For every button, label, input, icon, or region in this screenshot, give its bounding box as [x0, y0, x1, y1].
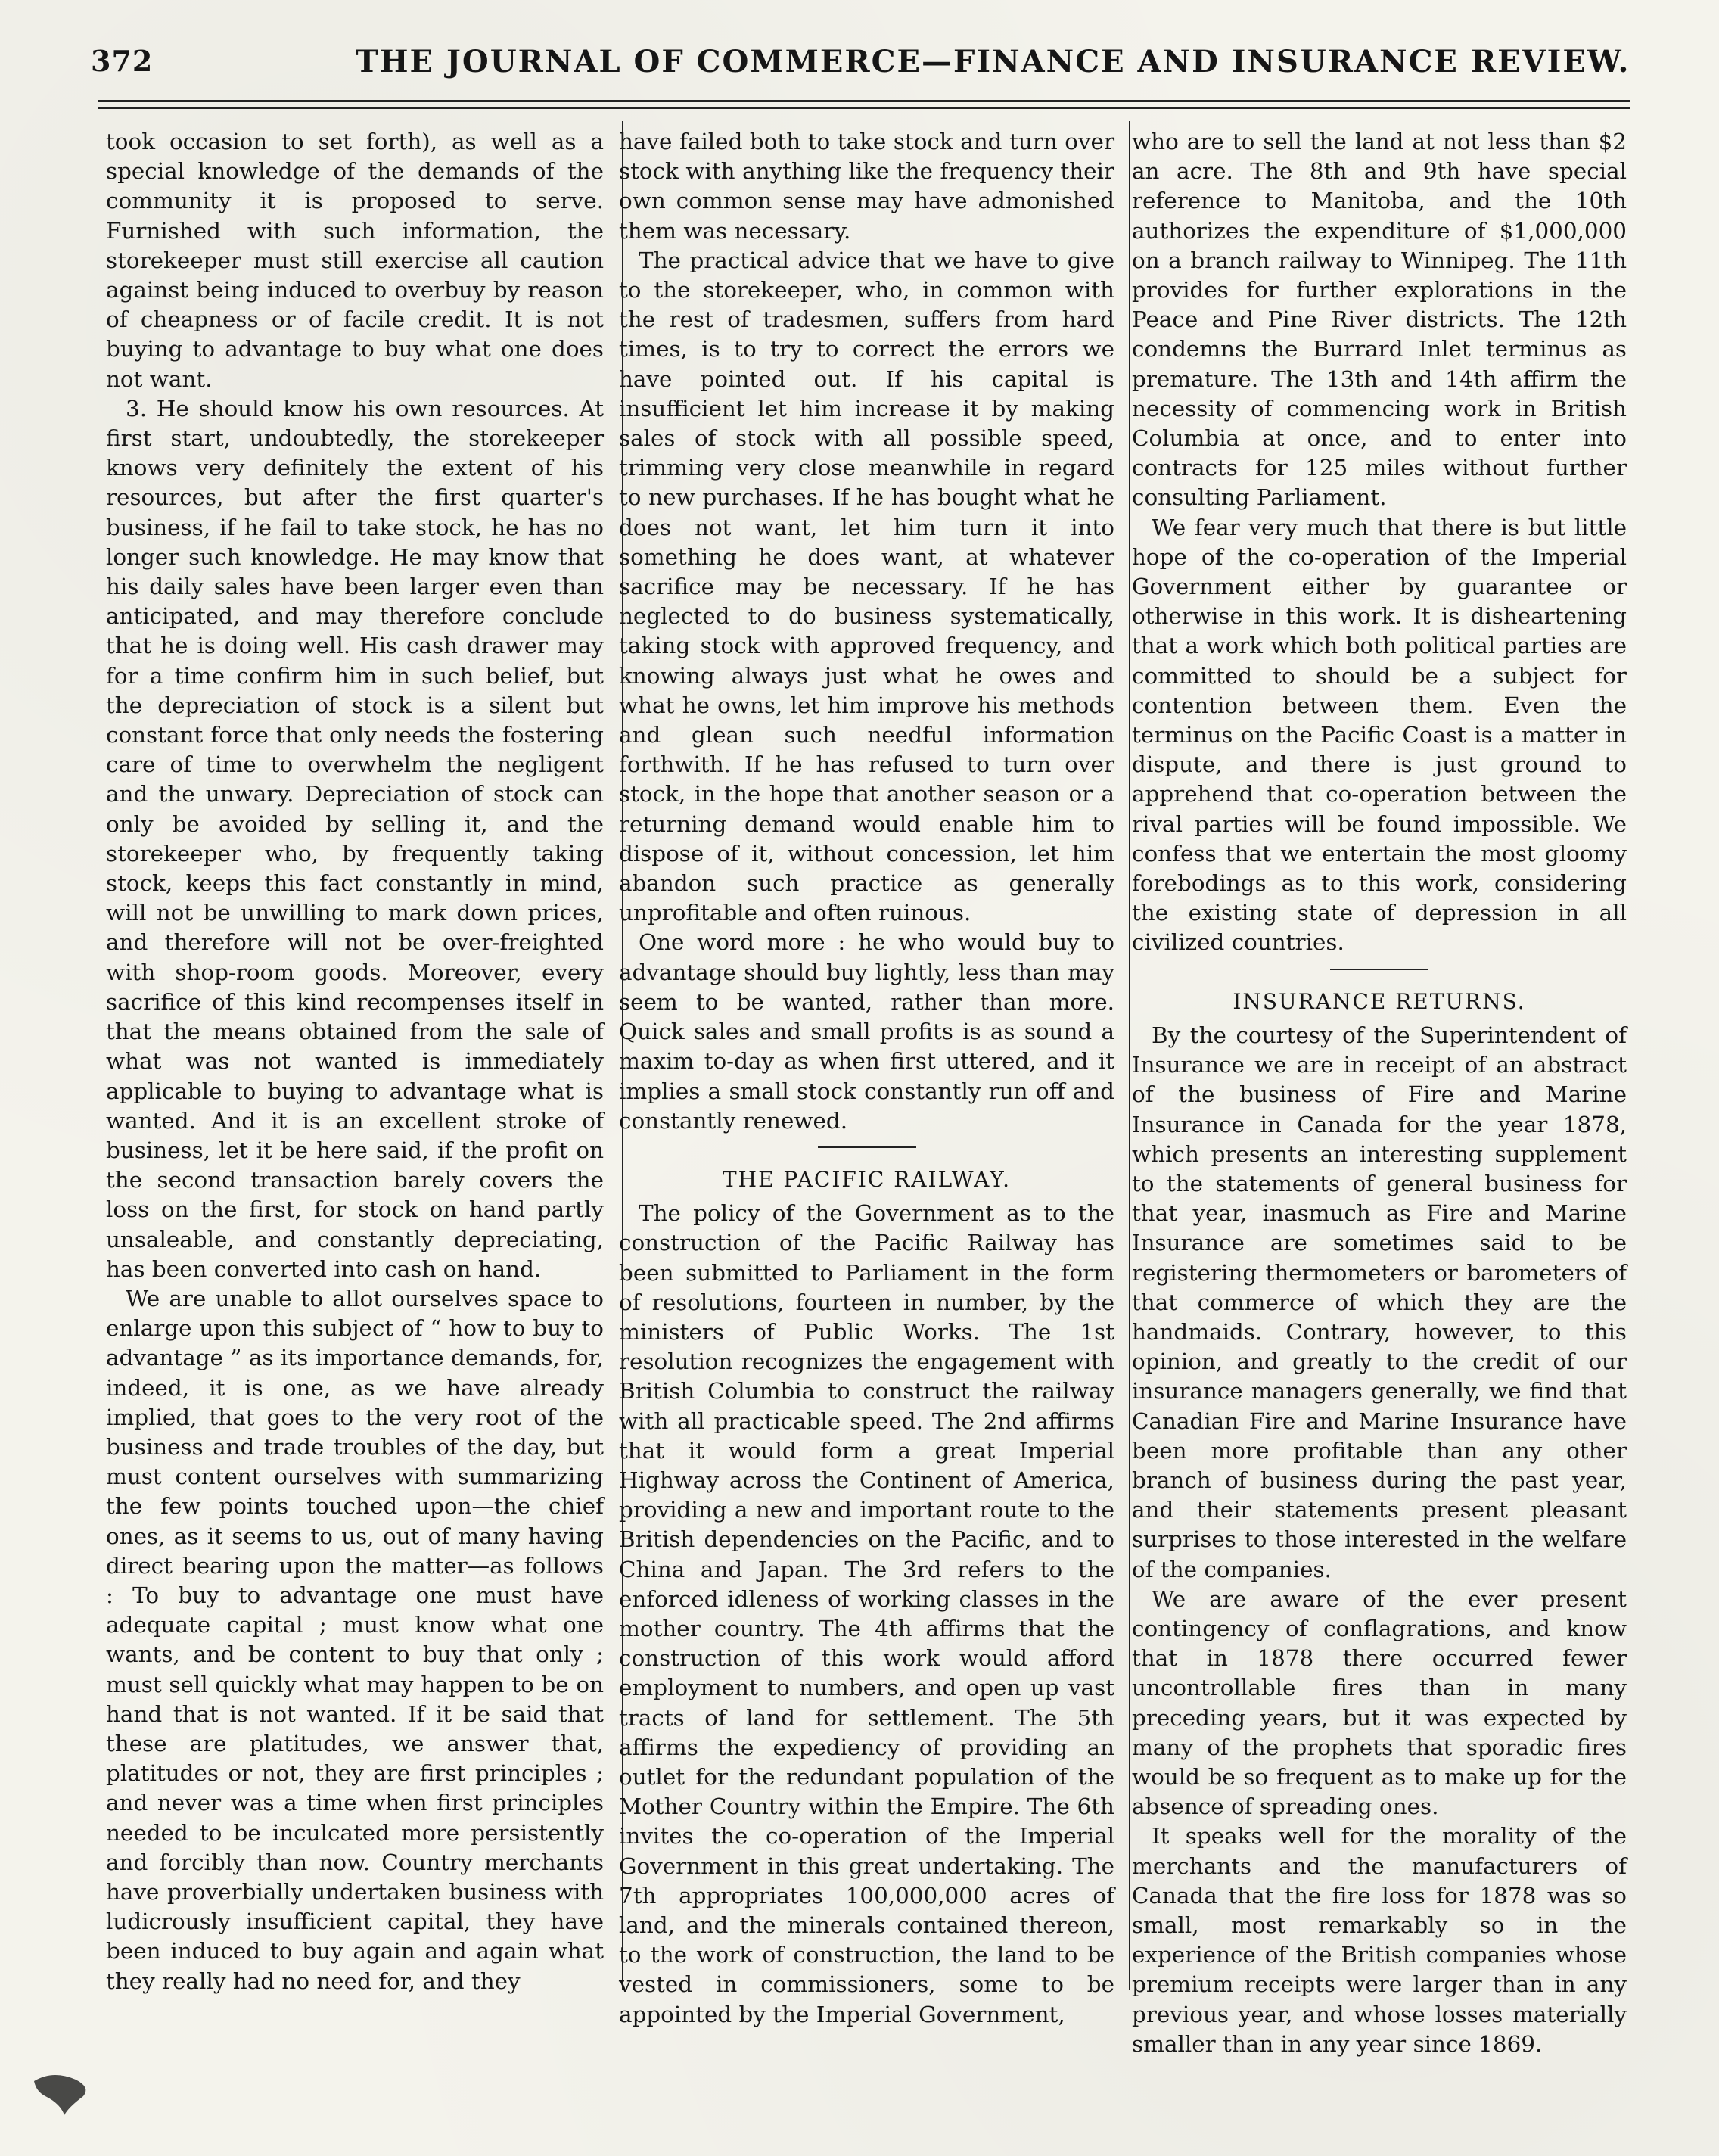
header-rule — [98, 100, 1630, 102]
paragraph: One word more : he who would buy to advantage should buy lightly, less than may seem to be wanted, rather than more. Quick sales and small profits is as sound a maxim to-day as when first uttered, and it implies a small stock constantly run off and constantly renewed. — [619, 929, 1114, 1134]
paragraph: The policy of the Government as to the construction of the Pacific Railway has been submitted to Parliament in the form of resolutions, fourteen in number, by the ministers of Public Works. The 1st resolution recognizes the engagement with British Columbia to construct the railway with all practicable speed. The 2nd affirms that it would form a great Imperial Highway across the Continent of America, providing a new and important route to the British dependencies on the Pacific, and to China and Japan. The 3rd refers to the enforced idleness of working classes in the mother country. The 4th affirms that the construction of this work would afford employment to numbers, and open up vast tracts of land for settlement. The 5th affirms the expediency of providing an outlet for the redundant population of the Mother Country within the Empire. The 6th invites the co-operation of the Imperial Government in this great undertaking. The 7th appropriates 100,000,000 acres of land, and the minerals contained thereon, to the work of construction, the land to be vested in commissioners, some to be appointed by the Imperial Government, — [619, 1200, 1114, 2027]
column-right — [1132, 127, 1627, 2059]
paragraph: We fear very much that there is but little hope of the co-operation of the Imperial Government either by guarantee or otherwise in this work. It is disheartening that a work which both political parties are committed to should be a subject for contention between them. Even the terminus on the Pacific Coast is a matter in dispute, and there is just ground to apprehend that co-operation between the rival parties will be found impossible. We confess that we entertain the most gloomy forebodings as to this work, considering the existing state of depression in all civilized countries. — [1132, 514, 1627, 956]
page-header — [45, 44, 1630, 97]
paragraph: took occasion to set forth), as well as a special knowledge of the demands of the community it is proposed to serve. Furnished with such information, the storekeeper must still exercise all caution against being induced to overbuy by reason of cheapness or of facile credit. It is not buying to advantage to buy what one does not want. — [106, 129, 604, 392]
header-rule-thin — [98, 107, 1630, 109]
ink-smudge-mark — [30, 2066, 102, 2119]
paragraph: The practical advice that we have to give to the storekeeper, who, in common with the rest of tradesmen, suffers from hard times, is to try to correct the errors we have pointed out. If his capital is insufficient let him increase it by making sales of stock with all possible speed, trimming very close meanwhile in regard to new purchases. If he has bought what he does not want, let him turn it into something he does want, at whatever sacrifice may be necessary. If he has neglected to do business systematically, taking stock with approved frequency, and knowing always just what he owes and what he owns, let him improve his methods and glean such needful information forthwith. If he has refused to turn over stock, in the hope that another season or a returning demand would enable him to dispose of it, without concession, let him abandon such practice as generally unprofitable and often ruinous. — [619, 247, 1114, 926]
page-number: 372 — [91, 44, 154, 78]
column-middle — [619, 127, 1114, 2030]
section-title-pacific-railway: THE PACIFIC RAILWAY. — [723, 1166, 1011, 1192]
section-divider — [1330, 969, 1428, 970]
column-divider — [1129, 121, 1130, 1990]
running-title: THE JOURNAL OF COMMERCE—FINANCE AND INSURANCE REVIEW. — [356, 44, 1630, 79]
section-divider — [818, 1146, 916, 1148]
paragraph: have failed both to take stock and turn over stock with anything like the frequency their own common sense may have admonished them was necessary. — [619, 129, 1114, 244]
paragraph: By the courtesy of the Superintendent of Insurance we are in receipt of an abstract of the business of Fire and Marine Insurance in Canada for the year 1878, which presents an interesting supplement to the statements of general business for that year, inasmuch as Fire and Marine Insurance are sometimes said to be registering thermometers or barometers of that commerce of which they are the handmaids. Contrary, however, to this opinion, and greatly to the credit of our insurance managers generally, we find that Canadian Fire and Marine Insurance have been more profitable than any other branch of business during the past year, and their statements present pleasant surprises to those interested in the welfare of the companies. — [1132, 1022, 1627, 1582]
paragraph: It speaks well for the morality of the merchants and the manufacturers of Canada that the fire loss for 1878 was so small, most remarkably so in the experience of the British companies whose premium receipts were larger than in any previous year, and whose losses materially smaller than in any year since 1869. — [1132, 1823, 1627, 2057]
paragraph: We are unable to allot ourselves space to enlarge upon this subject of “ how to buy to advantage ” as its importance demands, for, indeed, it is one, as we have already implied, that goes to the very root of the business and trade troubles of the day, but must content ourselves with summarizing the few points touched upon—the chief ones, as it seems to us, out of many having direct bearing upon the matter—as follows : To buy to advantage one must have adequate capital ; must know what one wants, and be content to buy that only ; must sell quickly what may happen to be on hand that is not wanted. If it be said that these are platitudes, we answer that, platitudes or not, they are first principles ; and never was a time when first principles needed to be inculcated more persistently and forcibly than now. Country merchants have proverbially undertaken business with ludicrously insufficient capital, they have been induced to buy again and again what they really had no need for, and they — [106, 1285, 604, 1994]
paragraph: who are to sell the land at not less than $2 an acre. The 8th and 9th have special reference to Manitoba, and the 10th authorizes the expenditure of $1,000,000 on a branch railway to Winnipeg. The 11th provides for further explorations in the Peace and Pine River districts. The 12th condemns the Burrard Inlet terminus as premature. The 13th and 14th affirm the necessity of commencing work in British Columbia at once, and to enter into contracts for 125 miles without further consulting Parliament. — [1132, 129, 1627, 511]
paragraph: We are aware of the ever present contingency of conflagrations, and know that in 1878 there occurred fewer uncontrollable fires than in many preceding years, but it was expected by many of the prophets that sporadic fires would be so frequent as to make up for the absence of spreading ones. — [1132, 1585, 1627, 1820]
paragraph: 3. He should know his own resources. At first start, undoubtedly, the storekeeper knows very definitely the extent of his resources, but after the first quarter's business, if he fail to take stock, he has no longer such knowledge. He may know that his daily sales have been larger even than anticipated, and may therefore conclude that he is doing well. His cash drawer may for a time confirm him in such belief, but the depreciation of stock is a silent but constant force that only needs the fostering care of time to overwhelm the negligent and the unwary. Depreciation of stock can only be avoided by selling it, and the storekeeper who, by frequently taking stock, keeps this fact constantly in mind, will not be unwilling to mark down prices, and therefore will not be over-freighted with shop-room goods. Moreover, every sacrifice of this kind recompenses itself in that the means obtained from the sale of what was not wanted is immediately applicable to buying to advantage what is wanted. And it is an excellent stroke of business, let it be here said, if the profit on the second transaction barely covers the loss on the first, for stock on hand partly unsaleable, and constantly depreciating, has been converted into cash on hand. — [106, 395, 604, 1282]
column-left — [106, 127, 604, 1996]
section-title-insurance-returns: INSURANCE RETURNS. — [1233, 988, 1526, 1014]
